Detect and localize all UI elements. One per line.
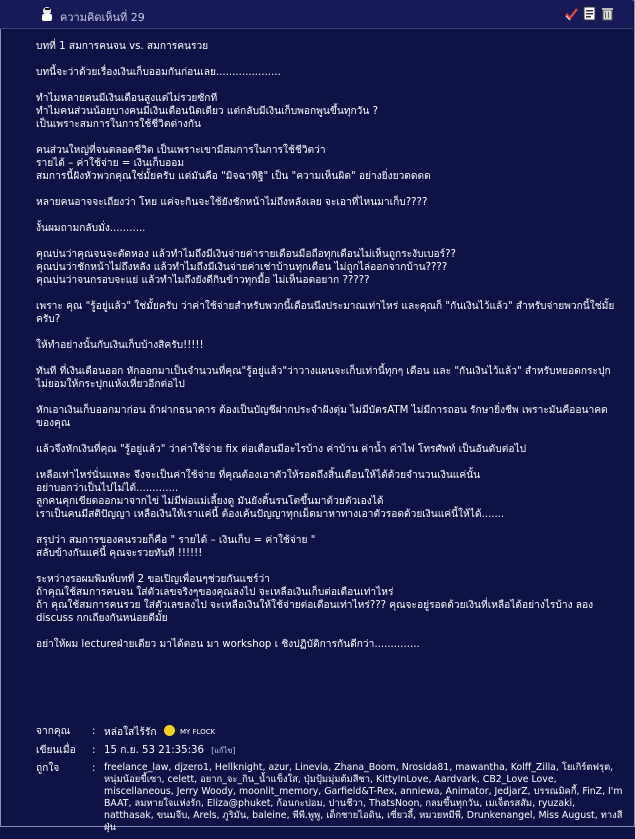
date-row: เขียนเมื่อ : 15 ก.ย. 53 21:35:36 [แก้ไข]: [36, 745, 236, 756]
document-icon[interactable]: [582, 6, 597, 21]
paragraph: งั้นผมถามกลับมั่ง...........: [36, 223, 146, 234]
paragraph: อย่าให้ผม lectureฝ่ายเดียว มาได้ตอน มา workshop เ ชิงปฏิบัติการกันดีกว่า..............: [36, 639, 420, 650]
checkmark-icon[interactable]: [564, 6, 579, 21]
date-label: เขียนเมื่อ: [36, 745, 76, 756]
paragraph: ให้ทำอย่างนั้นกับเงินเก็บบ้างสิครับ!!!!!: [36, 340, 204, 351]
paragraph: เพราะ คุณ "รู้อยู่แล้ว" ใช่มั้ยครับ ว่าค่าใช้จ่ายสำหรับพวกนี้เดือนนึงประมาณเท่าไหร่ และคุณก็ "กันเงินไว้แล้ว" สำหรับจ่ายพวกนี้ใช่มั้ยครับ?: [36, 301, 615, 325]
paragraph: สรุปว่า สมการของคนรวยก็คือ " รายได้ – เงินเก็บ = ค่าใช้จ่าย " สลับข้างกันแค่นี้ คุณจะรวยทันที !!!!!!: [36, 535, 316, 559]
comment-meta: [36, 725, 626, 839]
smiley-icon: [164, 725, 175, 736]
likes-label: ถูกใจ: [36, 763, 60, 774]
liked-by-list: freelance_law, djzero1, Hellknight, azur, Linevia, Zhana_Boom, Nrosida81, mawantha, Kolff_Zilla, โยเกิร์ตฟรุต, หนุ่มน้อยขี้เซา, celett, อยาก_จะ_กิน_น้ำแข็งใส, ปุ่มปุ้มมุ่มต้มสีชา, KittyInLove, Aardvark, CB2_Love Love, miscellaneous, Jerry Woody, moonlit_memory, Garfield&T-Rex, anniewa, Animator, JedjarZ, บรรณมิคกี้, FinZ, I'm BAAT, ลมหายใจแห่งรัก, Eliza@phuket, ก้อนกะปอม, ปานชีวา, ThatsNoon, กลมขึ้นทุกวัน, เมเจ็ตรสสัม, ryuzaki, natthasak, ขนมจีบ, Arels, ภูริมัน, baleine, พีพี.พูพู, เด็กชายไอดิน, เซี่ยวลี้, หมวยหมีพี, Drunkenangel, Miss August, ทางสีฝุ่น: [104, 762, 623, 833]
paragraph: คุณบ่นว่าคุณจนจะตัดหอง แล้วทำไมถึงมีเงินจ่ายค่ารายเดือนมือถือทุกเดือนไม่เห็นถูกระงับเบอร์?? คุณบ่นว่าชักหน้าไม่ถึงหลัง แล้วทำไมถึงมีเงินจ่ายค่าเช่าบ้านทุกเดือน ไม่ถูกไล่ออกจากบ้าน???? คุณบ่นว่าจนกรอบจะแย่ แล้วทำไมถึงยังดีกินข้าวทุกมื้อ ไม่เห็นอดอยาก ?????: [36, 249, 456, 286]
paragraph: หลายคนอาจจะเถียงว่า โหย แค่จะกินจะใช้ยังชักหน้าไม่ถึงหลังเลย จะเอาที่ไหนมาเก็บ????: [36, 197, 428, 208]
paragraph: ทำไมหลายคนมีเงินเดือนสูงแต่ไม่รวยซักที ทำไมคนส่วนน้อยบางคนมีเงินเดือนนิดเดียว แต่กลับมีเงินเก็บพอกพูนขึ้นทุกวัน ? เป็นเพราะสมการในการใช้ชีวิตต่างกัน: [36, 93, 379, 130]
my-flock-badge[interactable]: MY FLOCK: [180, 728, 216, 736]
paragraph: เหลือเท่าไหร่นั่นแหละ จึงจะเป็นค่าใช้จ่าย ที่คุณต้องเอาตัวให้รอดถึงสิ้นเดือนให้ได้ด้วยจำนวนเงินแค่นั้น อย่าบอกว่าเป็นไปไม่ได้............. ลูกคนคุกเขียดออกมาจากไข่ ไม่มีพ่อแม่เลี้ยงดู มันยังดิ้นรนโตขึ้นมาด้วยตัวเองได้ เราเป็นคนมีสติปัญญา เหลือเงินให้เราแค่นี้ ต้องเค้นปัญญาทุกเม็ดมาหาทางเอาตัวรอดด้วยเงินแค่นี้ให้ได้.......: [36, 470, 505, 520]
likes-row: ถูกใจ : freelance_law, djzero1, Hellknight, azur, Linevia, Zhana_Boom, Nrosida81, mawantha, Kolff_Zilla, โยเกิร์ตฟรุต, หนุ่มน้อยขี้เซา, celett, อยาก_จะ_กิน_น้ำแข็งใส, ปุ่มปุ้มมุ่มต้มสีชา, KittyInLove, Aardvark, CB2_Love Love, miscellaneous, Jerry Woody, moonlit_memory, Garfield&T-Rex, anniewa, Animator, JedjarZ, บรรณมิคกี้, FinZ, I'm BAAT, ลมหายใจแห่งรัก, Eliza@phuket, ก้อนกะปอม, ปานชีวา, ThatsNoon, กลมขึ้นทุกวัน, เมเจ็ตรสสัม, ryuzaki, natthasak, ขนมจีบ, Arels, ภูริมัน, baleine, พีพี.พูพู, เด็กชายไอดิน, เซี่ยวลี้, หมวยหมีพี, Drunkenangel, Miss August, ทางสีฝุ่น: [36, 762, 626, 834]
from-label: จากคุณ: [36, 726, 71, 737]
edit-tag[interactable]: [แก้ไข]: [211, 746, 236, 755]
author-name[interactable]: หล่อใสไร้รัก: [104, 727, 157, 738]
comment-icon: [40, 6, 54, 22]
author-row: จากคุณ : หล่อใสไร้รัก MY FLOCK: [36, 726, 216, 738]
trash-icon[interactable]: [600, 6, 615, 21]
paragraph: บทที่ 1 สมการคนจน vs. สมการคนรวย: [36, 41, 209, 52]
paragraph: บทนี้จะว่าด้วยเรื่องเงินเก็บออมกันก่อนเลย....................: [36, 67, 281, 78]
comment-header: [0, 0, 633, 29]
paragraph: หักเอาเงินเก็บออกมาก่อน ถ้าฝากธนาคาร ต้องเป็นบัญชีฝากประจำฝังตุ่ม ไม่มีบัตรATM ไม่มีการถอน รักษายิ่งชีพ เพราะมันคืออนาคตของคุณ: [36, 405, 608, 429]
paragraph: คนส่วนใหญ่ที่จนตลอดชีวิต เป็นเพราะเขามีสมการในการใช้ชีวิตว่า รายได้ – ค่าใช้จ่าย = เงินเก็บออม สมการนี้ฝังหัวพวกคุณใช่มั้ยครับ แต่มันคือ "มิจฉาทิฐิ" เป็น "ความเห็นผิด" อย่างยิ่งยวดดดด: [36, 145, 431, 182]
paragraph: แล้วจึงหักเงินที่คุณ "รู้อยู่แล้ว" ว่าค่าใช้จ่าย fix ต่อเดือนมีอะไรบ้าง ค่าบ้าน ค่าน้ำ ค่าไฟ โทรศัพท์ เป็นอันดับต่อไป: [36, 444, 527, 455]
comment-body: [36, 40, 621, 664]
comment-number: ความคิดเห็นที่ 29: [60, 11, 145, 24]
post-date: 15 ก.ย. 53 21:35:36: [104, 745, 205, 756]
paragraph: ทันที ที่เงินเดือนออก หักออกมาเป็นจำนวนที่คุณ"รู้อยู่แล้ว"ว่าวางแผนจะเก็บเท่านี้ทุกๆ เดือน และ "กันเงินไว้แล้ว" สำหรับหยอดกระปุก ไม่ยอมให้กระปุกแห้งเหี่ยวอีกต่อไป: [36, 366, 611, 390]
paragraph: ระหว่างรอผมพิมพ์บทที่ 2 ขอเปิญเพื่อนๆช่วยกันแชร์ว่า ถ้าคุณใช้สมการคนจน ใส่ตัวเลขจริงๆของคุณลงไป จะเหลือเงินเก็บต่อเดือนเท่าไหร่ ถ้า คุณใช้สมการคนรวย ใส่ตัวเลขลงไป จะเหลือเงินให้ใช้จ่ายต่อเดือนเท่าไหร่??? คุณจะอยู่รอดด้วยเงินที่เหลือได้อย่างไรบ้าง ลอง discuss กกเถียงกันหน่อยดีมั้ย: [36, 574, 594, 624]
